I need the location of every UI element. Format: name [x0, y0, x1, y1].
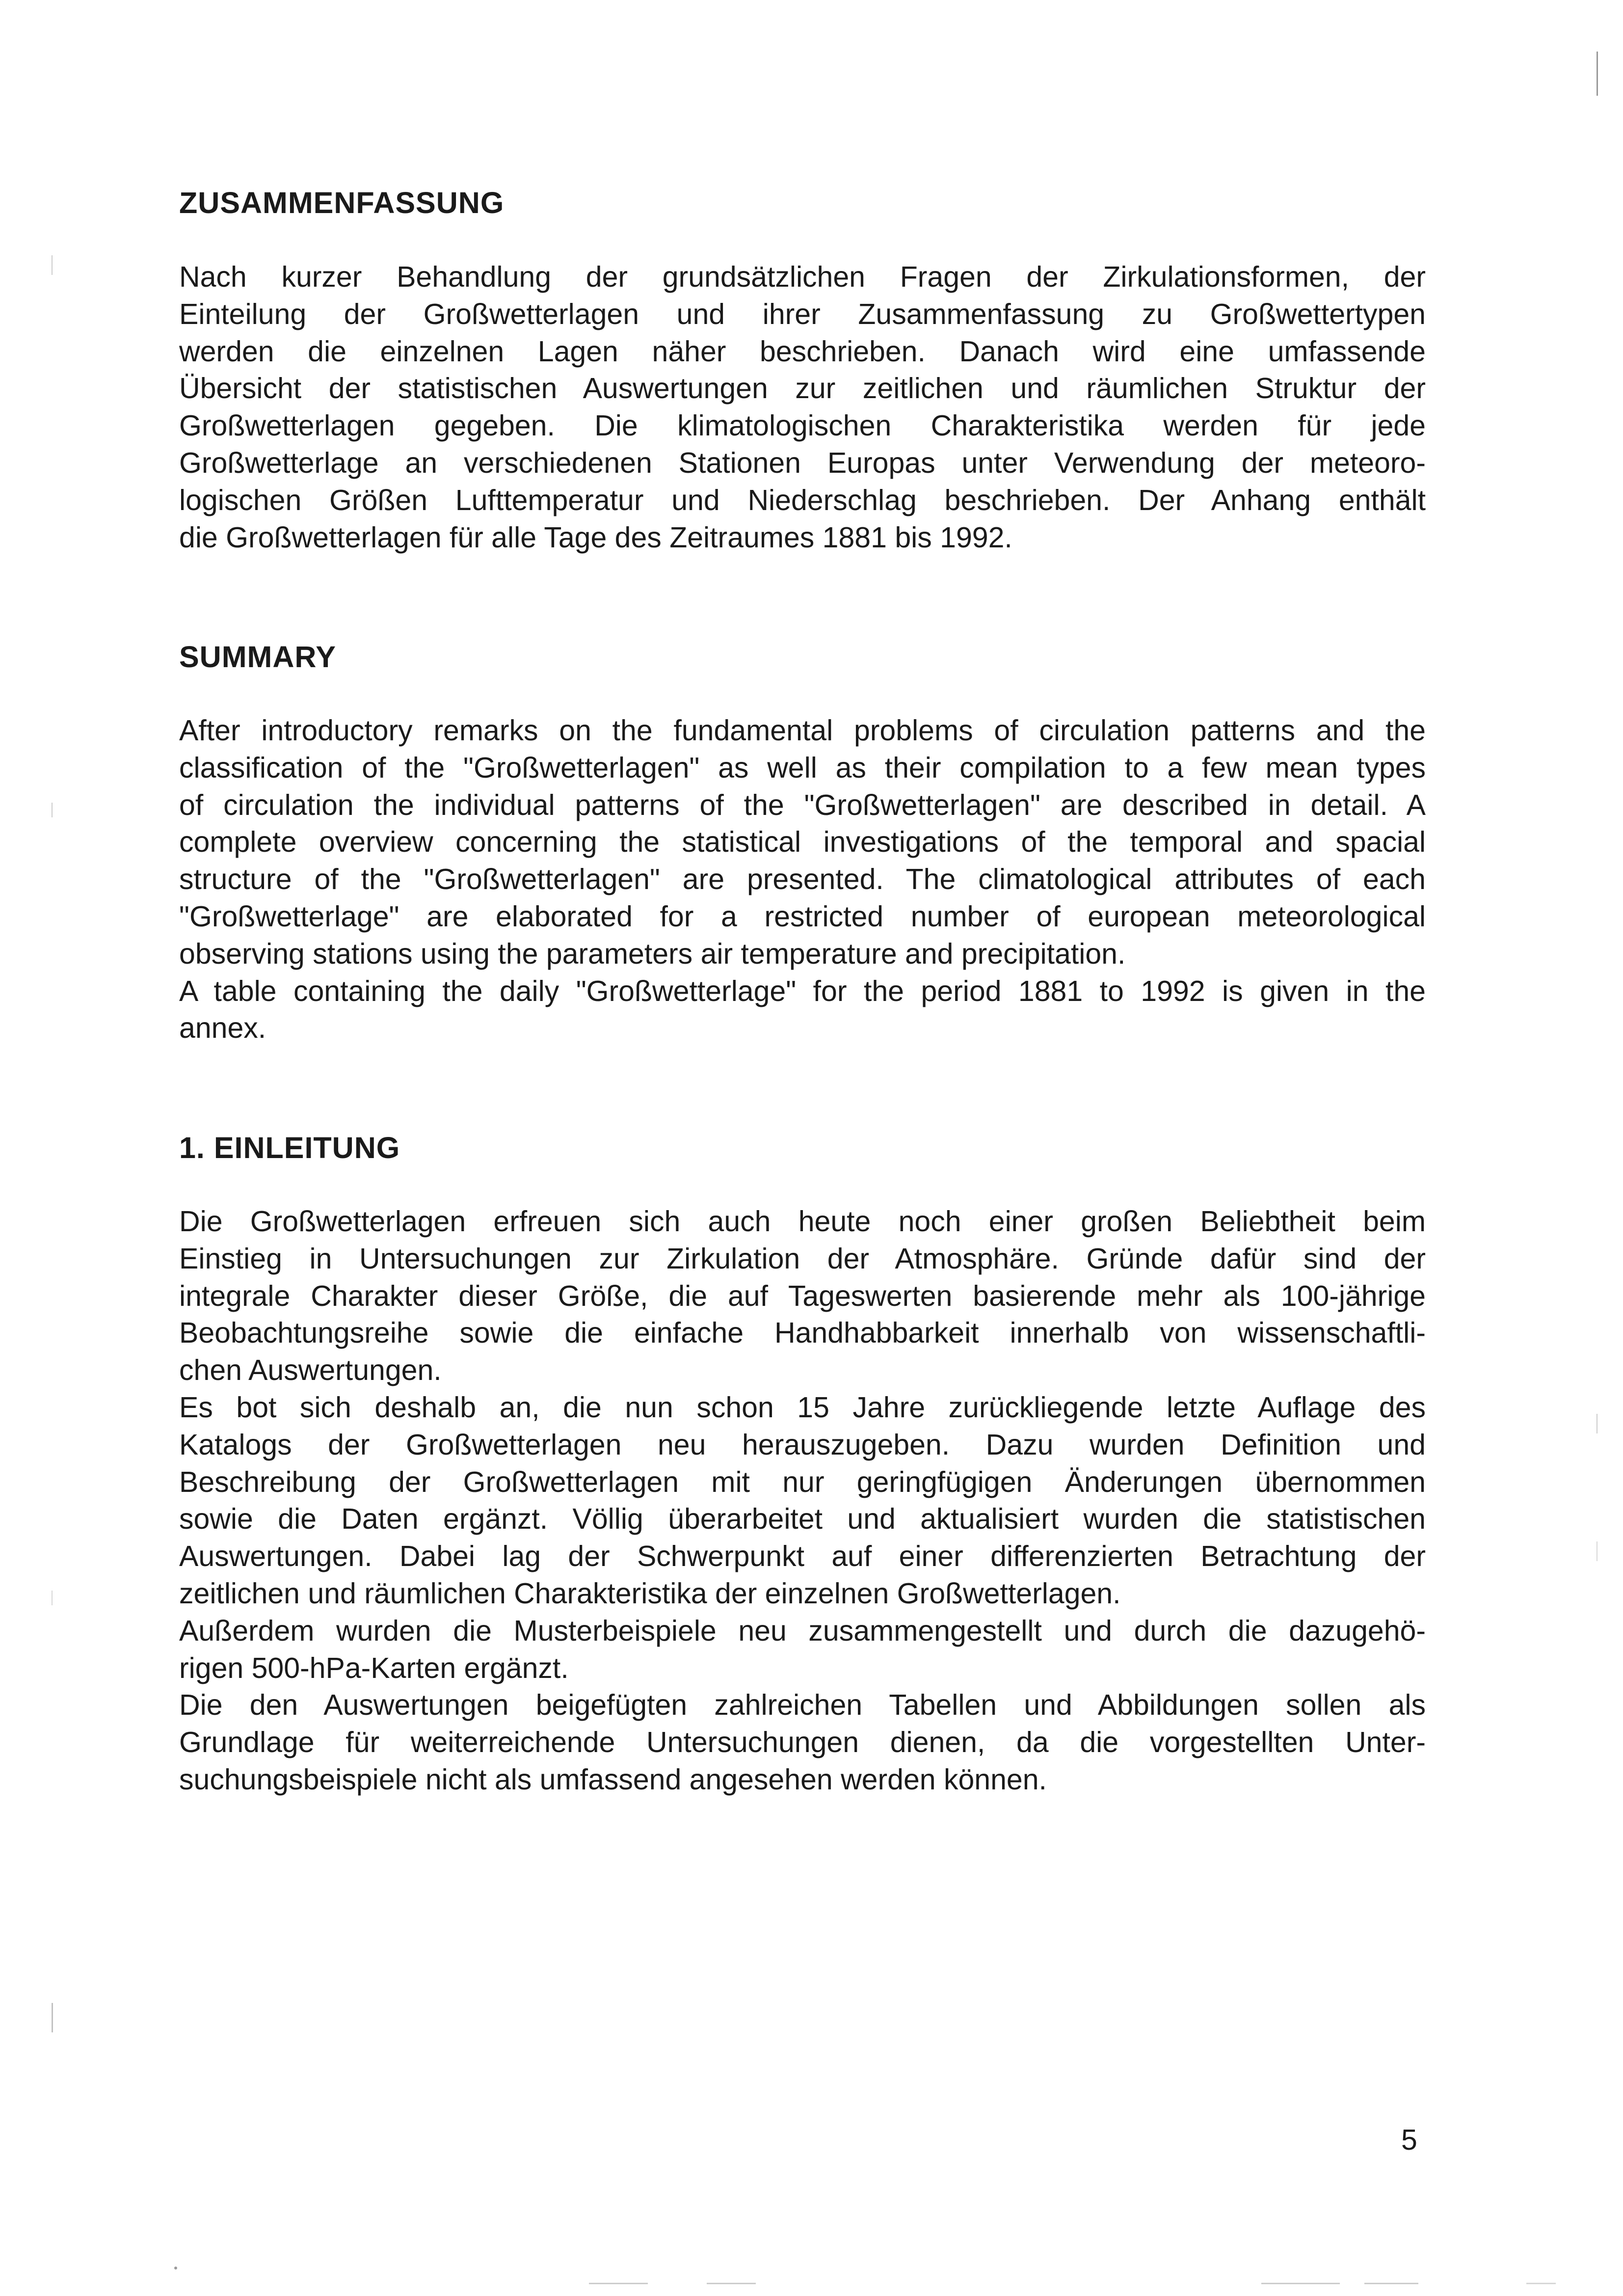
scan-artifact	[1261, 2283, 1340, 2284]
text-line: Grundlage für weiterreichende Untersuchungen dienen, da die vorgestellten Unter-	[179, 1726, 1426, 1759]
text-line: Auswertungen. Dabei lag der Schwerpunkt auf einer differenzierten Betrachtung der	[179, 1540, 1426, 1573]
text-line: A table containing the daily "Großwetterlage" for the period 1881 to 1992 is given in the	[179, 974, 1426, 1007]
text-line: "Großwetterlage" are elaborated for a restricted number of european meteorological	[179, 900, 1426, 933]
text-line: logischen Größen Lufttemperatur und Niederschlag beschrieben. Der Anhang enthält	[179, 484, 1426, 516]
scan-artifact	[52, 2003, 53, 2032]
section-heading-zusammenfassung: ZUSAMMENFASSUNG	[179, 186, 505, 219]
text-line: Nach kurzer Behandlung der grundsätzlichen Fragen der Zirkulationsformen, der	[179, 261, 1426, 293]
paragraph-summary	[179, 712, 1426, 1047]
text-line: Übersicht der statistischen Auswertungen zur zeitlichen und räumlichen Struktur der	[179, 372, 1426, 405]
text-line: Großwetterlage an verschiedenen Stationen Europas unter Verwendung der meteoro-	[179, 446, 1426, 479]
text-line: classification of the "Großwetterlagen" as well as their compilation to a few mean types	[179, 751, 1426, 784]
text-line: Einstieg in Untersuchungen zur Zirkulation der Atmosphäre. Gründe dafür sind der	[179, 1242, 1426, 1275]
text-line: structure of the "Großwetterlagen" are presented. The climatological attributes of each	[179, 863, 1426, 896]
scan-artifact	[1526, 2283, 1556, 2284]
text-line: After introductory remarks on the fundamental problems of circulation patterns and the	[179, 714, 1426, 747]
section-heading-summary: SUMMARY	[179, 640, 336, 674]
scan-artifact	[1596, 1414, 1597, 1433]
scan-artifact	[52, 803, 53, 817]
text-line: die Großwetterlagen für alle Tage des Zeitraumes 1881 bis 1992.	[179, 521, 1012, 554]
scan-artifact	[174, 2267, 177, 2269]
text-line: Die Großwetterlagen erfreuen sich auch heute noch einer großen Beliebtheit beim	[179, 1205, 1426, 1238]
text-line: werden die einzelnen Lagen näher beschrieben. Danach wird eine umfassende	[179, 335, 1426, 368]
text-line: Beobachtungsreihe sowie die einfache Handhabbarkeit innerhalb von wissenschaftli-	[179, 1317, 1426, 1350]
text-line: Es bot sich deshalb an, die nun schon 15 Jahre zurückliegende letzte Auflage des	[179, 1391, 1426, 1424]
scan-artifact	[707, 2283, 756, 2284]
text-line: chen Auswertungen.	[179, 1354, 442, 1387]
paragraph-zusammenfassung	[179, 259, 1426, 556]
text-line: sowie die Daten ergänzt. Völlig überarbeitet und aktualisiert wurden die statistischen	[179, 1503, 1426, 1536]
text-line: of circulation the individual patterns of the "Großwetterlagen" are described in detail. A	[179, 788, 1426, 821]
text-line: Großwetterlagen gegeben. Die klimatologischen Charakteristika werden für jede	[179, 409, 1426, 442]
scan-artifact	[1596, 1541, 1597, 1561]
paragraph-einleitung	[179, 1203, 1426, 1799]
page-number: 5	[1401, 2124, 1417, 2156]
text-line: zeitlichen und räumlichen Charakteristika der einzelnen Großwetterlagen.	[179, 1577, 1121, 1610]
scan-artifact	[1364, 2283, 1418, 2284]
text-line: Einteilung der Großwetterlagen und ihrer Zusammenfassung zu Großwettertypen	[179, 297, 1426, 330]
text-line: suchungsbeispiele nicht als umfassend angesehen werden können.	[179, 1763, 1047, 1796]
text-line: complete overview concerning the statistical investigations of the temporal and spacial	[179, 826, 1426, 859]
text-line: Beschreibung der Großwetterlagen mit nur geringfügigen Änderungen übernommen	[179, 1465, 1426, 1498]
text-line: Katalogs der Großwetterlagen neu herauszugeben. Dazu wurden Definition und	[179, 1428, 1426, 1461]
text-line: observing stations using the parameters air temperature and precipitation.	[179, 937, 1126, 970]
scan-artifact	[1596, 52, 1598, 96]
scan-artifact	[589, 2283, 648, 2284]
text-line: Die den Auswertungen beigefügten zahlreichen Tabellen und Abbildungen sollen als	[179, 1689, 1426, 1722]
text-line: annex.	[179, 1012, 266, 1045]
section-heading-einleitung: 1. EINLEITUNG	[179, 1131, 400, 1164]
text-line: rigen 500-hPa-Karten ergänzt.	[179, 1651, 569, 1684]
text-line: Außerdem wurden die Musterbeispiele neu zusammengestellt und durch die dazugehö-	[179, 1614, 1426, 1647]
scan-artifact	[52, 1591, 53, 1605]
scan-artifact	[52, 255, 53, 275]
text-line: integrale Charakter dieser Größe, die auf Tageswerten basierende mehr als 100-jährige	[179, 1279, 1426, 1312]
